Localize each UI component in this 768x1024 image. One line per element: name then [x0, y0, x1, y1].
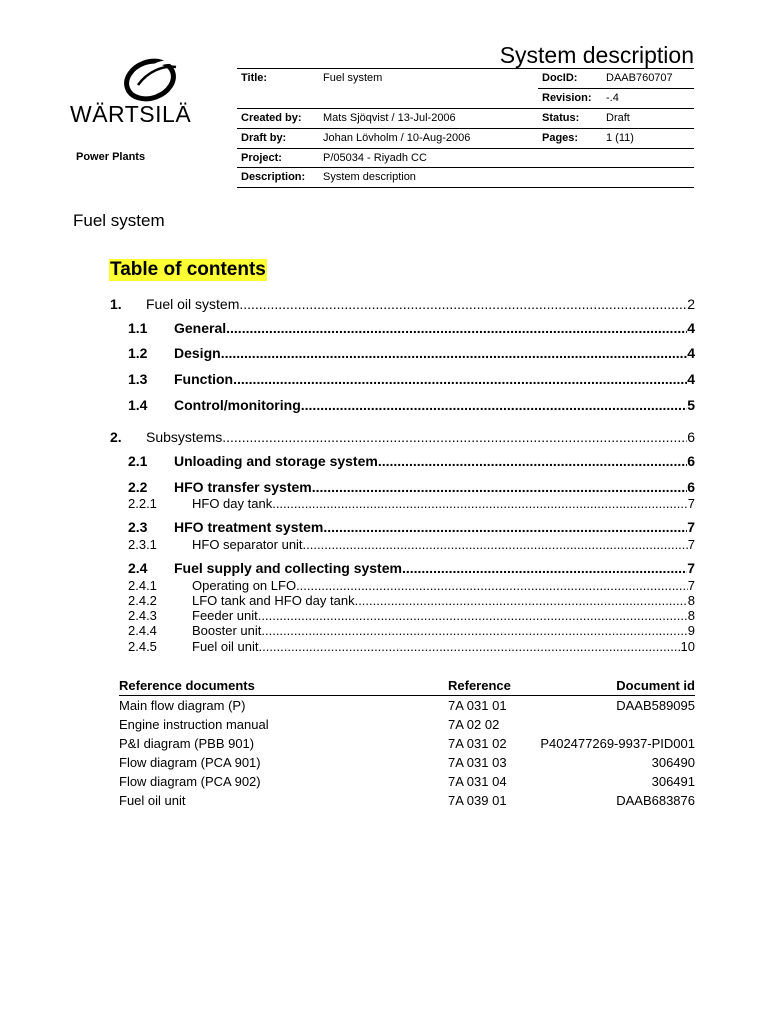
- toc-leader: [258, 639, 680, 654]
- table-row: [119, 774, 695, 793]
- toc-page: 6: [687, 429, 695, 445]
- toc-text: General: [174, 320, 227, 336]
- reference-code: 7A 031 02: [448, 736, 507, 751]
- document-id: 306491: [651, 774, 695, 789]
- toc-entry-2-3-1[interactable]: [128, 537, 695, 553]
- column-header: Reference documents: [119, 678, 255, 693]
- brand-name: WÄRTSILÄ: [70, 101, 192, 127]
- reference-code: 7A 031 03: [448, 755, 507, 770]
- toc-page: 8: [687, 608, 695, 623]
- toc-leader: [222, 429, 687, 445]
- toc-leader: [239, 296, 687, 312]
- created-value: Mats Sjöqvist / 13-Jul-2006: [323, 112, 456, 124]
- toc-entry-2[interactable]: [110, 429, 695, 449]
- draft-label: Draft by:: [241, 132, 287, 144]
- toc-number: 2.2.1: [128, 496, 157, 511]
- toc-entry-1-2[interactable]: [128, 345, 695, 365]
- toc-number: 2.4.2: [128, 593, 157, 608]
- toc-text: Unloading and storage system: [174, 453, 378, 469]
- toc-leader: [261, 623, 687, 638]
- toc-page: 4: [687, 320, 695, 336]
- toc-entry-1[interactable]: [110, 296, 695, 316]
- toc-number: 2.1: [128, 453, 148, 469]
- toc-entry-2-4[interactable]: [128, 560, 695, 580]
- reference-document: P&I diagram (PBB 901): [119, 736, 255, 751]
- table-row: [119, 736, 695, 755]
- toc-number: 1.3: [128, 371, 148, 387]
- toc-text: Control/monitoring: [174, 397, 301, 413]
- reference-document: Fuel oil unit: [119, 793, 186, 808]
- header-row-title: [237, 68, 694, 88]
- toc-page: 6: [687, 479, 695, 495]
- document-id: P402477269-9937-PID001: [540, 736, 695, 751]
- column-header: Document id: [616, 678, 695, 693]
- toc-leader: [301, 397, 687, 413]
- toc-page: 7: [687, 560, 695, 576]
- toc-number: 1.4: [128, 397, 148, 413]
- toc-leader: [233, 371, 687, 387]
- toc-entry-2-4-2[interactable]: [128, 593, 695, 609]
- reference-code: 7A 039 01: [448, 793, 507, 808]
- toc-page: 7: [687, 537, 695, 552]
- reference-document: Main flow diagram (P): [119, 698, 246, 713]
- document-id: DAAB683876: [616, 793, 695, 808]
- toc-text: Subsystems: [146, 429, 223, 445]
- header-row-description: [237, 167, 694, 187]
- created-label: Created by:: [241, 112, 302, 124]
- toc-page: 7: [687, 496, 695, 511]
- toc-leader: [226, 320, 687, 336]
- pages-label: Pages:: [542, 132, 579, 144]
- toc-leader: [323, 519, 687, 535]
- toc-text: HFO separator unit: [192, 537, 303, 552]
- toc-number: 2.3.1: [128, 537, 157, 552]
- toc-text: Design: [174, 345, 221, 361]
- revision-label: Revision:: [542, 92, 592, 104]
- header-row-draft: [237, 128, 694, 148]
- toc-number: 2.3: [128, 519, 148, 535]
- toc-leader: [355, 593, 688, 608]
- toc-page: 6: [687, 453, 695, 469]
- toc-text: Function: [174, 371, 234, 387]
- title-value: Fuel system: [323, 72, 383, 84]
- table-row: [119, 755, 695, 774]
- toc-page: 4: [687, 345, 695, 361]
- toc-entry-2-4-1[interactable]: [128, 578, 695, 594]
- toc-heading: Table of contents: [110, 259, 266, 280]
- toc-entry-2-4-3[interactable]: [128, 608, 695, 624]
- table-row: [119, 793, 695, 812]
- toc-leader: [402, 560, 687, 576]
- toc-number: 2.2: [128, 479, 148, 495]
- document-id: DAAB589095: [616, 698, 695, 713]
- toc-text: Fuel oil unit: [192, 639, 259, 654]
- project-value: P/05034 - Riyadh CC: [323, 152, 427, 164]
- toc-leader: [221, 345, 688, 361]
- reference-code: 7A 031 01: [448, 698, 507, 713]
- docid-label: DocID:: [542, 72, 578, 84]
- toc-leader: [272, 496, 688, 511]
- reference-code: 7A 031 04: [448, 774, 507, 789]
- table-row: [119, 717, 695, 736]
- toc-number: 2.4.5: [128, 639, 157, 654]
- wartsila-logo: [70, 55, 200, 130]
- pages-value: 1 (11): [606, 132, 634, 144]
- toc-number: 2.4.3: [128, 608, 157, 623]
- reference-document: Flow diagram (PCA 902): [119, 774, 261, 789]
- toc-leader: [312, 479, 687, 495]
- toc-text: Fuel oil system: [146, 296, 240, 312]
- toc-page: 2: [687, 296, 695, 312]
- reference-document: Engine instruction manual: [119, 717, 269, 732]
- header-row-created: [237, 108, 694, 128]
- toc-number: 1.1: [128, 320, 148, 336]
- header-divider: [119, 695, 695, 696]
- toc-leader: [296, 578, 688, 593]
- title-label: Title:: [241, 72, 268, 84]
- toc-number: 1.2: [128, 345, 148, 361]
- toc-text: HFO treatment system: [174, 519, 324, 535]
- status-value: Draft: [606, 112, 630, 124]
- toc-text: LFO tank and HFO day tank: [192, 593, 355, 608]
- header-row-project: [237, 148, 694, 168]
- toc-entry-2-1[interactable]: [128, 453, 695, 473]
- description-value: System description: [323, 171, 416, 183]
- toc-number: 2.4.1: [128, 578, 157, 593]
- toc-leader: [303, 537, 688, 552]
- toc-text: Operating on LFO: [192, 578, 297, 593]
- revision-value: -.4: [606, 92, 619, 104]
- toc-entry-1-3[interactable]: [128, 371, 695, 391]
- docid-value: DAAB760707: [606, 72, 673, 84]
- toc-entry-2-2-1[interactable]: [128, 496, 695, 512]
- toc-number: 2.4.4: [128, 623, 157, 638]
- toc-entry-2-4-5[interactable]: [128, 639, 695, 655]
- reference-code: 7A 02 02: [448, 717, 500, 732]
- toc-entry-2-4-4[interactable]: [128, 623, 695, 639]
- division-label: Power Plants: [76, 151, 146, 163]
- toc-leader: [258, 608, 688, 623]
- header-row-revision: [237, 88, 694, 108]
- toc-entry-1-4[interactable]: [128, 397, 695, 417]
- toc-number: 1.: [110, 296, 122, 312]
- toc-page: 8: [687, 593, 695, 608]
- description-label: Description:: [241, 171, 306, 183]
- toc-leader: [378, 453, 687, 469]
- toc-page: 10: [680, 639, 695, 654]
- toc-number: 2.4: [128, 560, 148, 576]
- document-id: 306490: [651, 755, 695, 770]
- toc-page: 7: [687, 578, 695, 593]
- toc-text: Fuel supply and collecting system: [174, 560, 402, 576]
- reference-document: Flow diagram (PCA 901): [119, 755, 261, 770]
- table-row: [119, 698, 695, 717]
- swoosh-icon: [120, 55, 184, 103]
- toc-page: 5: [687, 397, 695, 413]
- column-header: Reference: [448, 678, 511, 693]
- document-type-title: System description: [499, 42, 694, 68]
- toc-entry-1-1[interactable]: [128, 320, 695, 340]
- toc-text: HFO transfer system: [174, 479, 312, 495]
- toc-page: 7: [687, 519, 695, 535]
- toc-text: HFO day tank: [192, 496, 273, 511]
- project-label: Project:: [241, 152, 282, 164]
- section-title: Fuel system: [73, 211, 165, 230]
- toc-number: 2.: [110, 429, 122, 445]
- toc-page: 4: [687, 371, 695, 387]
- toc-entry-2-3[interactable]: [128, 519, 695, 539]
- toc-text: Booster unit: [192, 623, 262, 638]
- status-label: Status:: [542, 112, 580, 124]
- draft-value: Johan Lövholm / 10-Aug-2006: [323, 132, 471, 144]
- toc-page: 9: [687, 623, 695, 638]
- toc-text: Feeder unit: [192, 608, 258, 623]
